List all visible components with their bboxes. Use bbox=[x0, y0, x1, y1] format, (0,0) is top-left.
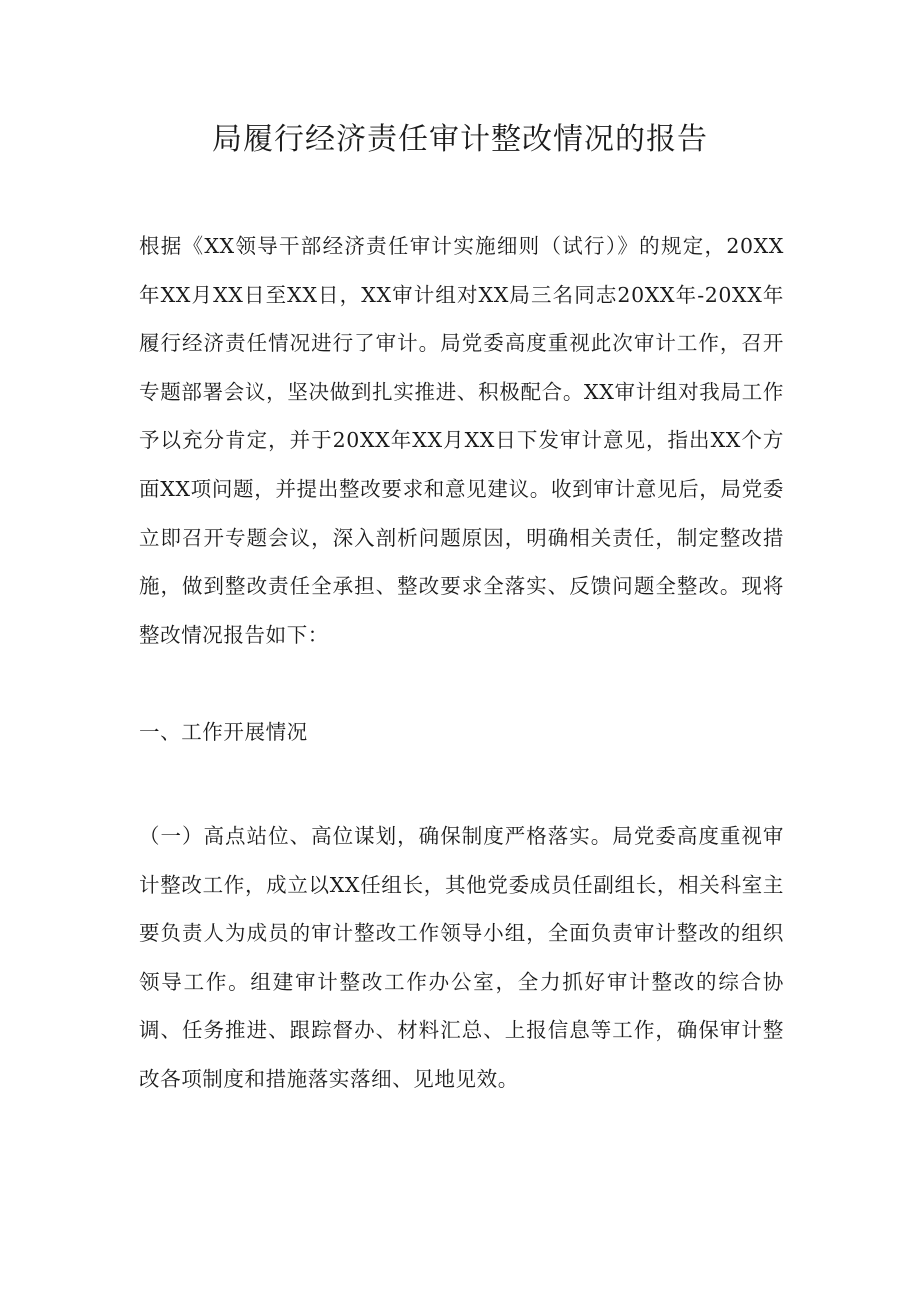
intro-paragraph: 根据《XX领导干部经济责任审计实施细则（试行）》的规定，20XX年XX月XX日至XX日，XX审计组对XX局三名同志20XX年-20XX年履行经济责任情况进行了审计。局党委高度重视此次审计工作，召开专题部署会议，坚决做到扎实推进、积极配合。XX审计组对我局工作予以充分肯定，并于20XX年XX月XX日下发审计意见，指出XX个方面XX项问题，并提出整改要求和意见建议。收到审计意见后，局党委立即召开专题会议，深入剖析问题原因，明确相关责任，制定整改措施，做到整改责任全承担、整改要求全落实、反馈问题全整改。现将整改情况报告如下： bbox=[139, 234, 785, 647]
document-title: 局履行经济责任审计整改情况的报告 bbox=[212, 122, 708, 157]
section-paragraph: （一）高点站位、高位谋划，确保制度严格落实。局党委高度重视审计整改工作，成立以XX任组长，其他党委成员任副组长，相关科室主要负责人为成员的审计整改工作领导小组，全面负责审计整改的组织领导工作。组建审计整改工作办公室，全力抓好审计整改的综合协调、任务推进、跟踪督办、材料汇总、上报信息等工作，确保审计整改各项制度和措施落实落细、见地见效。 bbox=[139, 824, 784, 1091]
section-heading: 一、工作开展情况 bbox=[139, 720, 308, 744]
